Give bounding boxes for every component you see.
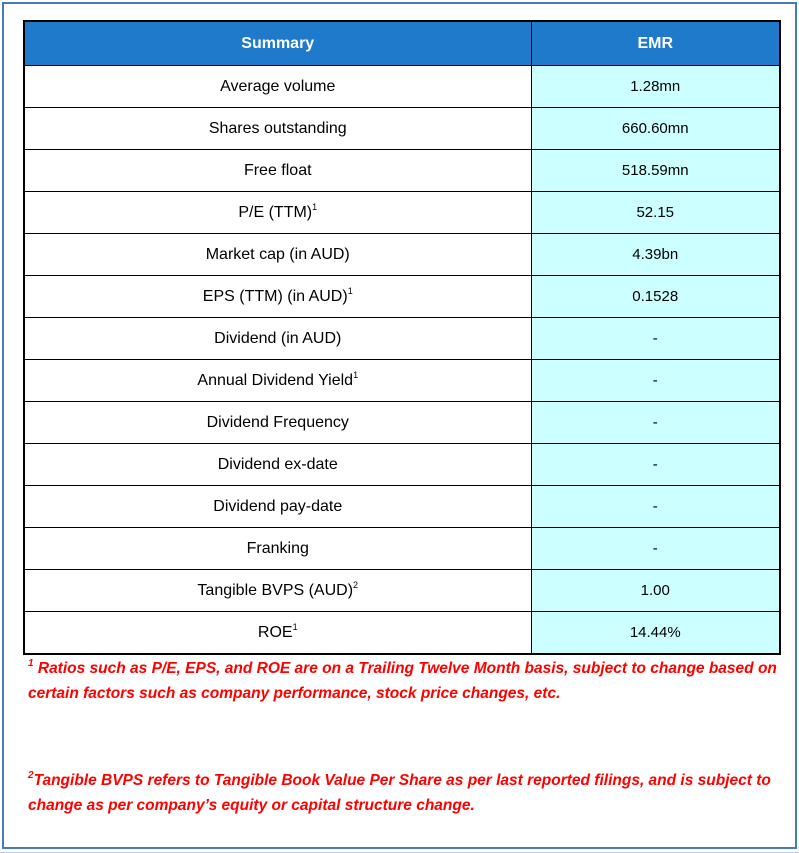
row-value: 4.39bn	[531, 234, 780, 276]
header-summary: Summary	[24, 21, 531, 66]
row-value: -	[531, 402, 780, 444]
footnote-2-marker: 2	[28, 770, 34, 781]
row-label-text: Tangible BVPS (AUD)	[197, 581, 354, 599]
summary-panel	[2, 2, 797, 849]
row-label	[24, 360, 531, 402]
row-label-text: Average volume	[220, 77, 336, 95]
row-label	[24, 318, 531, 360]
row-value: 660.60mn	[531, 108, 780, 150]
row-label	[24, 66, 531, 108]
table-row	[24, 66, 780, 108]
table-row	[24, 612, 780, 655]
row-value: 1.00	[531, 570, 780, 612]
summary-table	[23, 20, 781, 655]
footnote-reference: 1	[353, 369, 359, 380]
row-label	[24, 108, 531, 150]
row-label-text: Dividend (in AUD)	[214, 329, 342, 347]
footnote-reference: 1	[312, 201, 318, 212]
row-label-text: Market cap (in AUD)	[205, 245, 350, 263]
row-label-text: Dividend ex-date	[217, 455, 338, 473]
row-label-text: Dividend Frequency	[206, 413, 349, 431]
footnote-1	[28, 656, 788, 706]
table-row	[24, 444, 780, 486]
row-label	[24, 528, 531, 570]
footnote-reference: 1	[347, 285, 353, 296]
row-label-text: Franking	[246, 539, 309, 557]
table-row	[24, 570, 780, 612]
row-label-text: Annual Dividend Yield	[197, 371, 354, 389]
row-value: -	[531, 444, 780, 486]
table-header-row	[24, 21, 780, 66]
row-label	[24, 402, 531, 444]
row-label-text: EPS (TTM) (in AUD)	[202, 287, 348, 305]
row-label-text: Dividend pay-date	[213, 497, 343, 515]
table-row	[24, 486, 780, 528]
footnote-2-text: Tangible BVPS refers to Tangible Book Value Per Share as per last reported filings, and is subject to change as per company’s equity or capital structure change.	[28, 772, 771, 814]
table-row	[24, 108, 780, 150]
table-row	[24, 528, 780, 570]
table-body	[24, 66, 780, 655]
table-row	[24, 276, 780, 318]
footnote-reference: 2	[353, 579, 359, 590]
row-label-text: Free float	[243, 161, 312, 179]
row-value: 1.28mn	[531, 66, 780, 108]
header-emr: EMR	[531, 21, 780, 66]
row-label	[24, 444, 531, 486]
row-value: -	[531, 360, 780, 402]
row-value: 14.44%	[531, 612, 780, 655]
row-value: -	[531, 528, 780, 570]
row-label	[24, 276, 531, 318]
table-row	[24, 150, 780, 192]
table-row	[24, 318, 780, 360]
row-value: -	[531, 486, 780, 528]
row-value: 52.15	[531, 192, 780, 234]
row-value: -	[531, 318, 780, 360]
row-label	[24, 486, 531, 528]
row-label	[24, 570, 531, 612]
row-label	[24, 234, 531, 276]
table-row	[24, 402, 780, 444]
table-row	[24, 234, 780, 276]
row-label-text: ROE	[257, 623, 293, 641]
row-label-text: Shares outstanding	[208, 119, 347, 137]
table-row	[24, 192, 780, 234]
footnote-reference: 1	[292, 621, 298, 632]
row-label-text: P/E (TTM)	[238, 203, 313, 221]
row-value: 0.1528	[531, 276, 780, 318]
row-label	[24, 192, 531, 234]
footnote-1-marker: 1	[28, 658, 34, 669]
table-row	[24, 360, 780, 402]
footnote-2	[28, 768, 788, 818]
footnote-1-text: Ratios such as P/E, EPS, and ROE are on a Trailing Twelve Month basis, subject to change based on certain factors such as company performance, stock price changes, etc.	[28, 660, 777, 702]
row-label	[24, 150, 531, 192]
row-value: 518.59mn	[531, 150, 780, 192]
row-label	[24, 612, 531, 655]
